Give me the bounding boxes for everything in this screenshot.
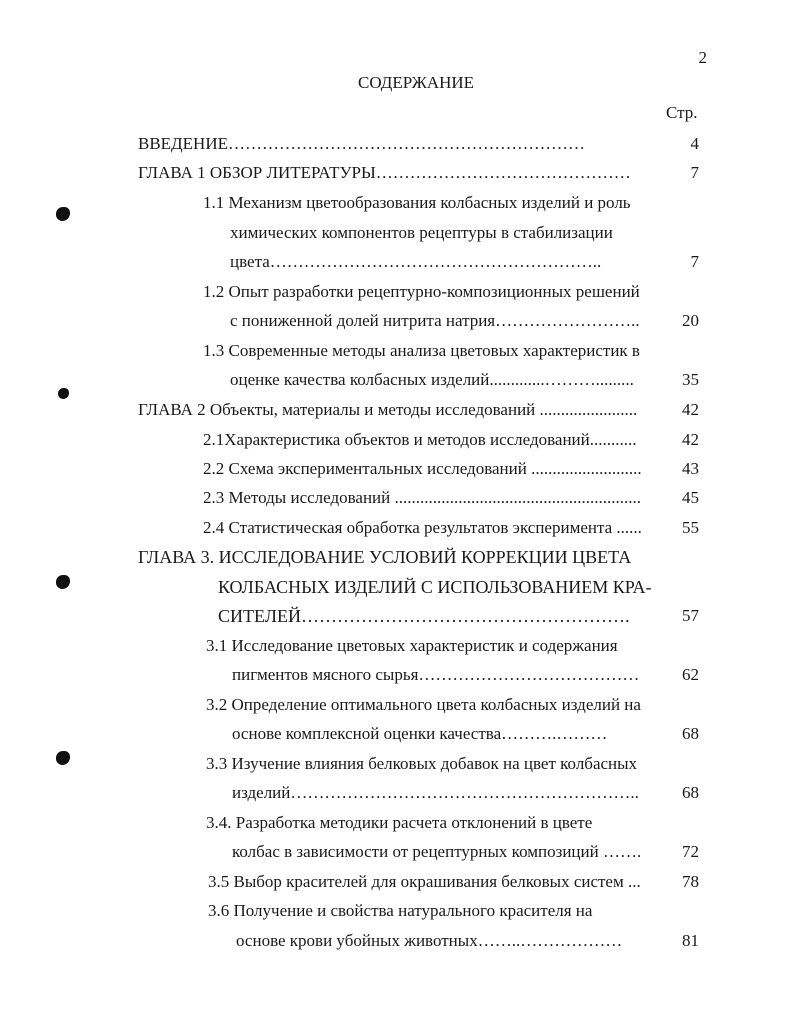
toc-3-4-page: 72 [682,842,699,861]
toc-1-3-line1: 1.3 Современные методы анализа цветовых характеристик в [203,341,640,360]
toc-3-3-line1: 3.3 Изучение влияния белковых добавок на цвет колбасных [206,754,638,773]
toc-3-5-page: 78 [682,872,699,891]
toc-ch2-text: ГЛАВА 2 Объекты, материалы и методы исследований ....................... [138,400,638,419]
toc-1-3-page: 35 [682,370,699,389]
punch-hole-3 [56,575,70,589]
toc-1-1-line2: химических компонентов рецептуры в стабилизации [230,223,613,242]
toc-1-2-line2: с пониженной долей нитрита натрия…………………….. [230,311,640,330]
toc-2-3-text: 2.3 Методы исследований .......................................................... [203,488,642,507]
toc-1-1-page: 7 [690,252,699,271]
toc-1-2-page: 20 [682,311,699,330]
toc-1-2-line1: 1.2 Опыт разработки рецептурно-композиционных решений [203,282,640,301]
toc-3-2-page: 68 [682,724,699,743]
toc-ch1-text: ГЛАВА 1 ОБЗОР ЛИТЕРАТУРЫ……………………………………… [138,163,631,182]
toc-2-1-page: 42 [682,430,699,449]
toc-ch3-line1: ГЛАВА 3. ИССЛЕДОВАНИЕ УСЛОВИЙ КОРРЕКЦИИ ЦВЕТА [138,547,632,567]
punch-hole-1 [56,207,70,221]
toc-3-4-line2: колбас в зависимости от рецептурных композиций ……. [232,842,642,861]
toc-3-2-line2: основе комплексной оценки качества……….……… [232,724,608,743]
toc-ch2-page: 42 [682,400,699,419]
toc-ch3-line3: СИТЕЛЕЙ………………………………………………. [218,606,630,626]
toc-ch3-line2: КОЛБАСНЫХ ИЗДЕЛИЙ С ИСПОЛЬЗОВАНИЕМ КРА- [218,577,652,597]
toc-3-2-line1: 3.2 Определение оптимального цвета колбасных изделий на [206,695,641,714]
punch-hole-4 [56,751,70,765]
toc-3-4-line1: 3.4. Разработка методики расчета отклонений в цвете [206,813,593,832]
toc-2-2-text: 2.2 Схема экспериментальных исследований .......................... [203,459,642,478]
toc-3-6-line1: 3.6 Получение и свойства натурального красителя на [208,901,593,920]
toc-2-1-text: 2.1Характеристика объектов и методов исследований........... [203,430,637,449]
page-column-label: Стр. [666,103,698,122]
toc-3-6-page: 81 [682,931,699,950]
page-title: СОДЕРЖАНИЕ [358,73,475,92]
toc-intro-page: 4 [690,134,699,153]
toc-3-6-line2: основе крови убойных животных……..……………… [236,931,623,950]
toc-3-5-text: 3.5 Выбор красителей для окрашивания белковых систем ... [208,872,641,891]
toc-1-1-line1: 1.1 Механизм цветообразования колбасных изделий и роль [203,193,631,212]
toc-1-1-line3: цвета………………………………………………….. [230,252,602,271]
toc-2-4-page: 55 [682,518,699,537]
toc-3-3-line2: изделий…………………………………………………….. [232,783,639,802]
toc-ch3-page: 57 [682,606,699,625]
toc-2-3-page: 45 [682,488,699,507]
toc-1-3-line2: оценке качества колбасных изделий.............………......... [230,370,634,389]
toc-3-1-page: 62 [682,665,699,684]
toc-3-1-line2: пигментов мясного сырья………………………………… [232,665,640,684]
toc-2-2-page: 43 [682,459,699,478]
toc-2-4-text: 2.4 Статистическая обработка результатов эксперимента ...... [203,518,642,537]
toc-ch1-page: 7 [690,163,699,182]
toc-3-1-line1: 3.1 Исследование цветовых характеристик и содержания [206,636,618,655]
toc-3-3-page: 68 [682,783,699,802]
punch-hole-2 [58,388,69,399]
page-number: 2 [698,48,707,67]
toc-intro-text: ВВЕДЕНИЕ……………………………………………………… [138,134,585,153]
